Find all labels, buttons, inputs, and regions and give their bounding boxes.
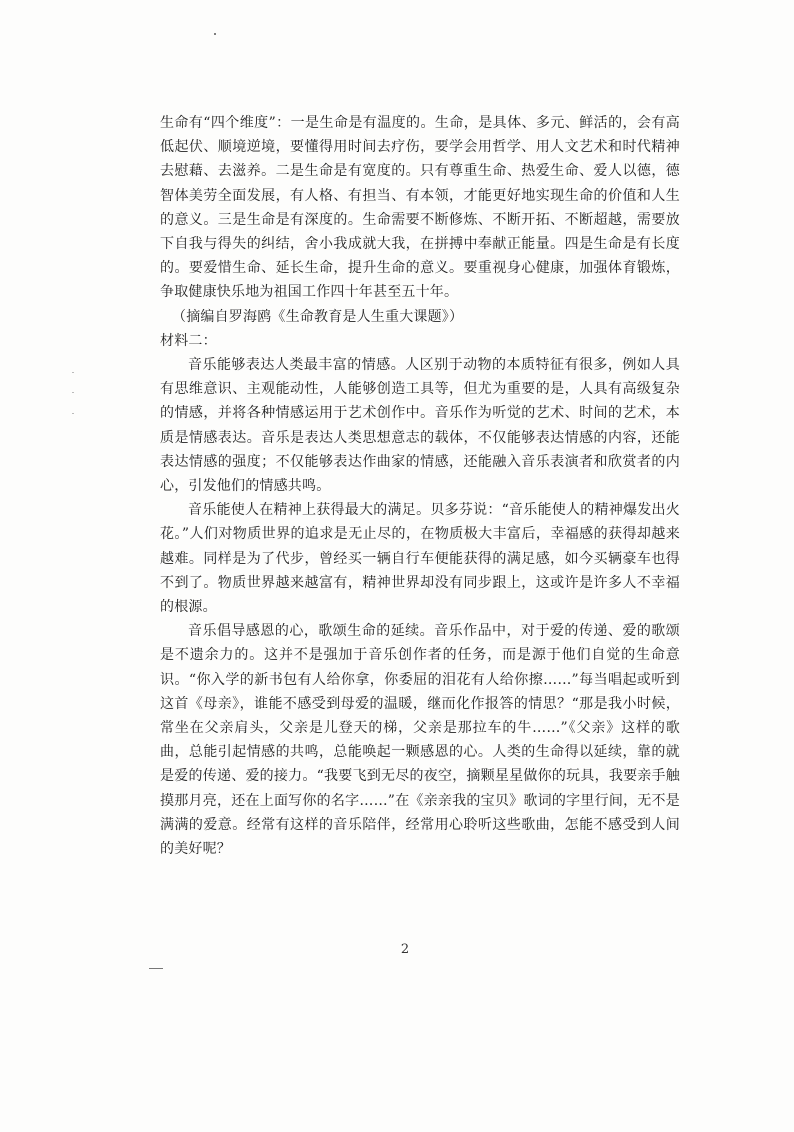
- scan-mark: [72, 413, 74, 414]
- scan-mark: [72, 392, 74, 393]
- scan-mark: [72, 372, 74, 373]
- paragraph-music-emotion: 音乐能够表达人类最丰富的情感。人区别于动物的本质特征有很多，例如人具有思维意识、主观能动性，人能够创造工具等，但尤为重要的是，人具有高级复杂的情感，并将各种情感运用于艺术创作中。音乐作为听觉的艺术、时间的艺术，本质是情感表达。音乐是表达人类思想意志的载体，不仅能够表达情感的内容，还能表达情感的强度；不仅能够表达作曲家的情感，还能融入音乐表演者和欣赏者的内心，引发他们的情感共鸣。: [160, 357, 680, 495]
- scan-mark: [214, 33, 216, 35]
- source-citation: （摘编自罗海鸥《生命教育是人生重大课题》）: [172, 308, 464, 325]
- paragraph-life-dimensions: 生命有“四个维度”：一是生命是有温度的。生命，是具体、多元、鲜活的，会有高低起伏、顺境逆境，要懂得用时间去疗伤，要学会用哲学、用人文艺术和时代精神去慰藉、去滋养。二是生命是有宽度的。只有尊重生命、热爱生命、爱人以德，德智体美劳全面发展，有人格、有担当、有本领，才能更好地实现生命的价值和人生的意义。三是生命是有深度的。生命需要不断修炼、不断开拓、不断超越，需要放下自我与得失的纠结，舍小我成就大我，在拼搏中奉献正能量。四是生命是有长度的。要爱惜生命、延长生命，提升生命的意义。要重视身心健康，加强体育锻炼，争取健康快乐地为祖国工作四十年甚至五十年。: [160, 115, 680, 301]
- paragraph-music-satisfaction: 音乐能使人在精神上获得最大的满足。贝多芬说：“音乐能使人的精神爆发出火花。”人们对物质世界的追求是无止尽的，在物质极大丰富后，幸福感的获得却越来越难。同样是为了代步，曾经买一辆自行车便能获得的满足感，如今买辆豪车也得不到了。物质世界越来越富有，精神世界却没有同步跟上，这或许是许多人不幸福的根源。: [160, 502, 680, 616]
- page-number: 2: [400, 942, 410, 957]
- footer-rule: [149, 968, 163, 969]
- material-two-label: 材料二：: [160, 332, 217, 349]
- paragraph-music-gratitude: 音乐倡导感恩的心，歌颂生命的延续。音乐作品中，对于爱的传递、爱的歌颂是不遗余力的。这并不是强加于音乐创作者的任务，而是源于他们自觉的生命意识。“你入学的新书包有人给你拿，你委屈的泪花有人给你擦……”每当唱起或听到这首《母亲》，谁能不感受到母爱的温暖，继而化作报答的情思？“那是我小时候，常坐在父亲肩头，父亲是儿登天的梯，父亲是那拉车的牛……”《父亲》这样的歌曲，总能引起情感的共鸣，总能唤起一颗感恩的心。人类的生命得以延续，靠的就是爱的传递、爱的接力。“我要飞到无尽的夜空，摘颗星星做你的玩具，我要亲手触摸那月亮，还在上面写你的名字……”在《亲亲我的宝贝》歌词的字里行间，无不是满满的爱意。经常有这样的音乐陪伴，经常用心聆听这些歌曲，怎能不感受到人间的美好呢？: [160, 623, 680, 858]
- document-body: [160, 111, 680, 861]
